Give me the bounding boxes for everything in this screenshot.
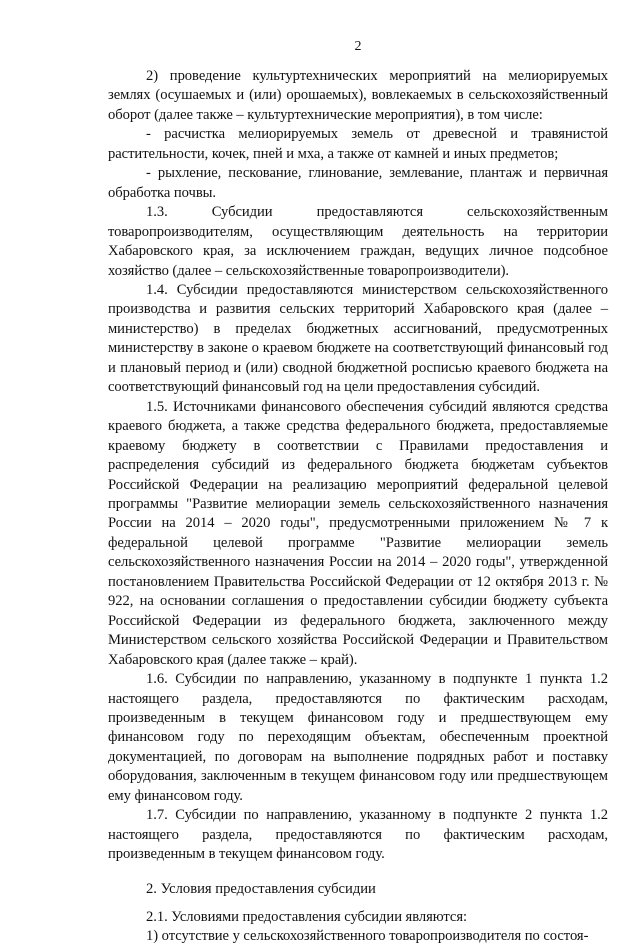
paragraph-soil-treatment: - рыхление, пескование, глинование, землевание, плантаж и первичная обработка почвы. <box>108 165 608 201</box>
paragraph-cultural-technical-measures: 2) проведение культуртехнических мероприятий на мелиорируемых землях (осушаемых и (или) орошаемых), вовлекаемых в сельскохозяйственный оборот (далее также – культуртехнические мероприятия), в том числе: <box>108 68 608 123</box>
paragraph-2-1: 2.1. Условиями предоставления субсидии являются: <box>146 909 468 926</box>
paragraph-1-3: 1.3. Субсидии предоставляются сельскохозяйственным товаропроизводителям, осуществляющим деятельность на территории Хабаровского края, за исключением граждан, ведущих личное подсобное хозяйство (далее – сельскохозяйственные товаропроизводители). <box>108 204 608 279</box>
page-number: 2 <box>354 39 362 54</box>
paragraph-1-4: 1.4. Субсидии предоставляются министерством сельскохозяйственного производства и развития сельских территорий Хабаровского края (далее – министерство) в пределах бюджетных ассигнований, предусмотренных министерству в законе о краевом бюджете на соответствующий финансовый год и плановый период и (или) сводной бюджетной росписью краевого бюджета на соответствующий финансовый год на цели предоставления субсидий. <box>108 281 608 396</box>
paragraph-clearing-land: - расчистка мелиорируемых земель от древесной и травянистой растительности, кочек, пней и мха, а также от камней и иных предметов; <box>108 126 608 162</box>
section-heading-2: 2. Условия предоставления субсидии <box>146 880 376 897</box>
paragraph-2-1-1: 1) отсутствие у сельскохозяйственного товаропроизводителя по состоя- <box>146 928 589 945</box>
paragraph-1-7: 1.7. Субсидии по направлению, указанному в подпункте 2 пункта 1.2 настоящего раздела, предоставляются по фактическим расходам, произведенным в текущем финансовом году. <box>108 807 608 863</box>
paragraph-1-6: 1.6. Субсидии по направлению, указанному в подпункте 1 пункта 1.2 настоящего раздела, предоставляются по фактическим расходам, произведенным в текущем финансовом году и предшествующем ему финансовом году по переходящим объектам, обеспеченным проектной документацией, по договорам на выполнение подрядных работ и поставку оборудования, заключенным в текущем финансовом году или предшествующем ему финансовом году. <box>108 671 608 804</box>
paragraph-1-5: 1.5. Источниками финансового обеспечения субсидий являются средства краевого бюджета, а также средства федерального бюджета, предоставляемые краевому бюджету в соответствии с Правилами предоставления и распределения субсидий из федерального бюджета бюджетам субъектов Российской Федерации на реализацию мероприятий федеральной целевой программы "Развитие мелиорации земель сельскохозяйственного назначения России на 2014 – 2020 годы", предусмотренными приложением № 7 к федеральной целевой программе "Развитие мелиорации земель сельскохозяйственного назначения России на 2014 – 2020 годы", утвержденной постановлением Правительства Российской Федерации от 12 октября 2013 г. № 922, на основании соглашения о предоставлении субсидии бюджету субъекта Российской Федерации из федерального бюджета, заключенного между Министерством сельского хозяйства Российской Федерации и Правительством Хабаровского края (далее также – край). <box>108 398 608 668</box>
